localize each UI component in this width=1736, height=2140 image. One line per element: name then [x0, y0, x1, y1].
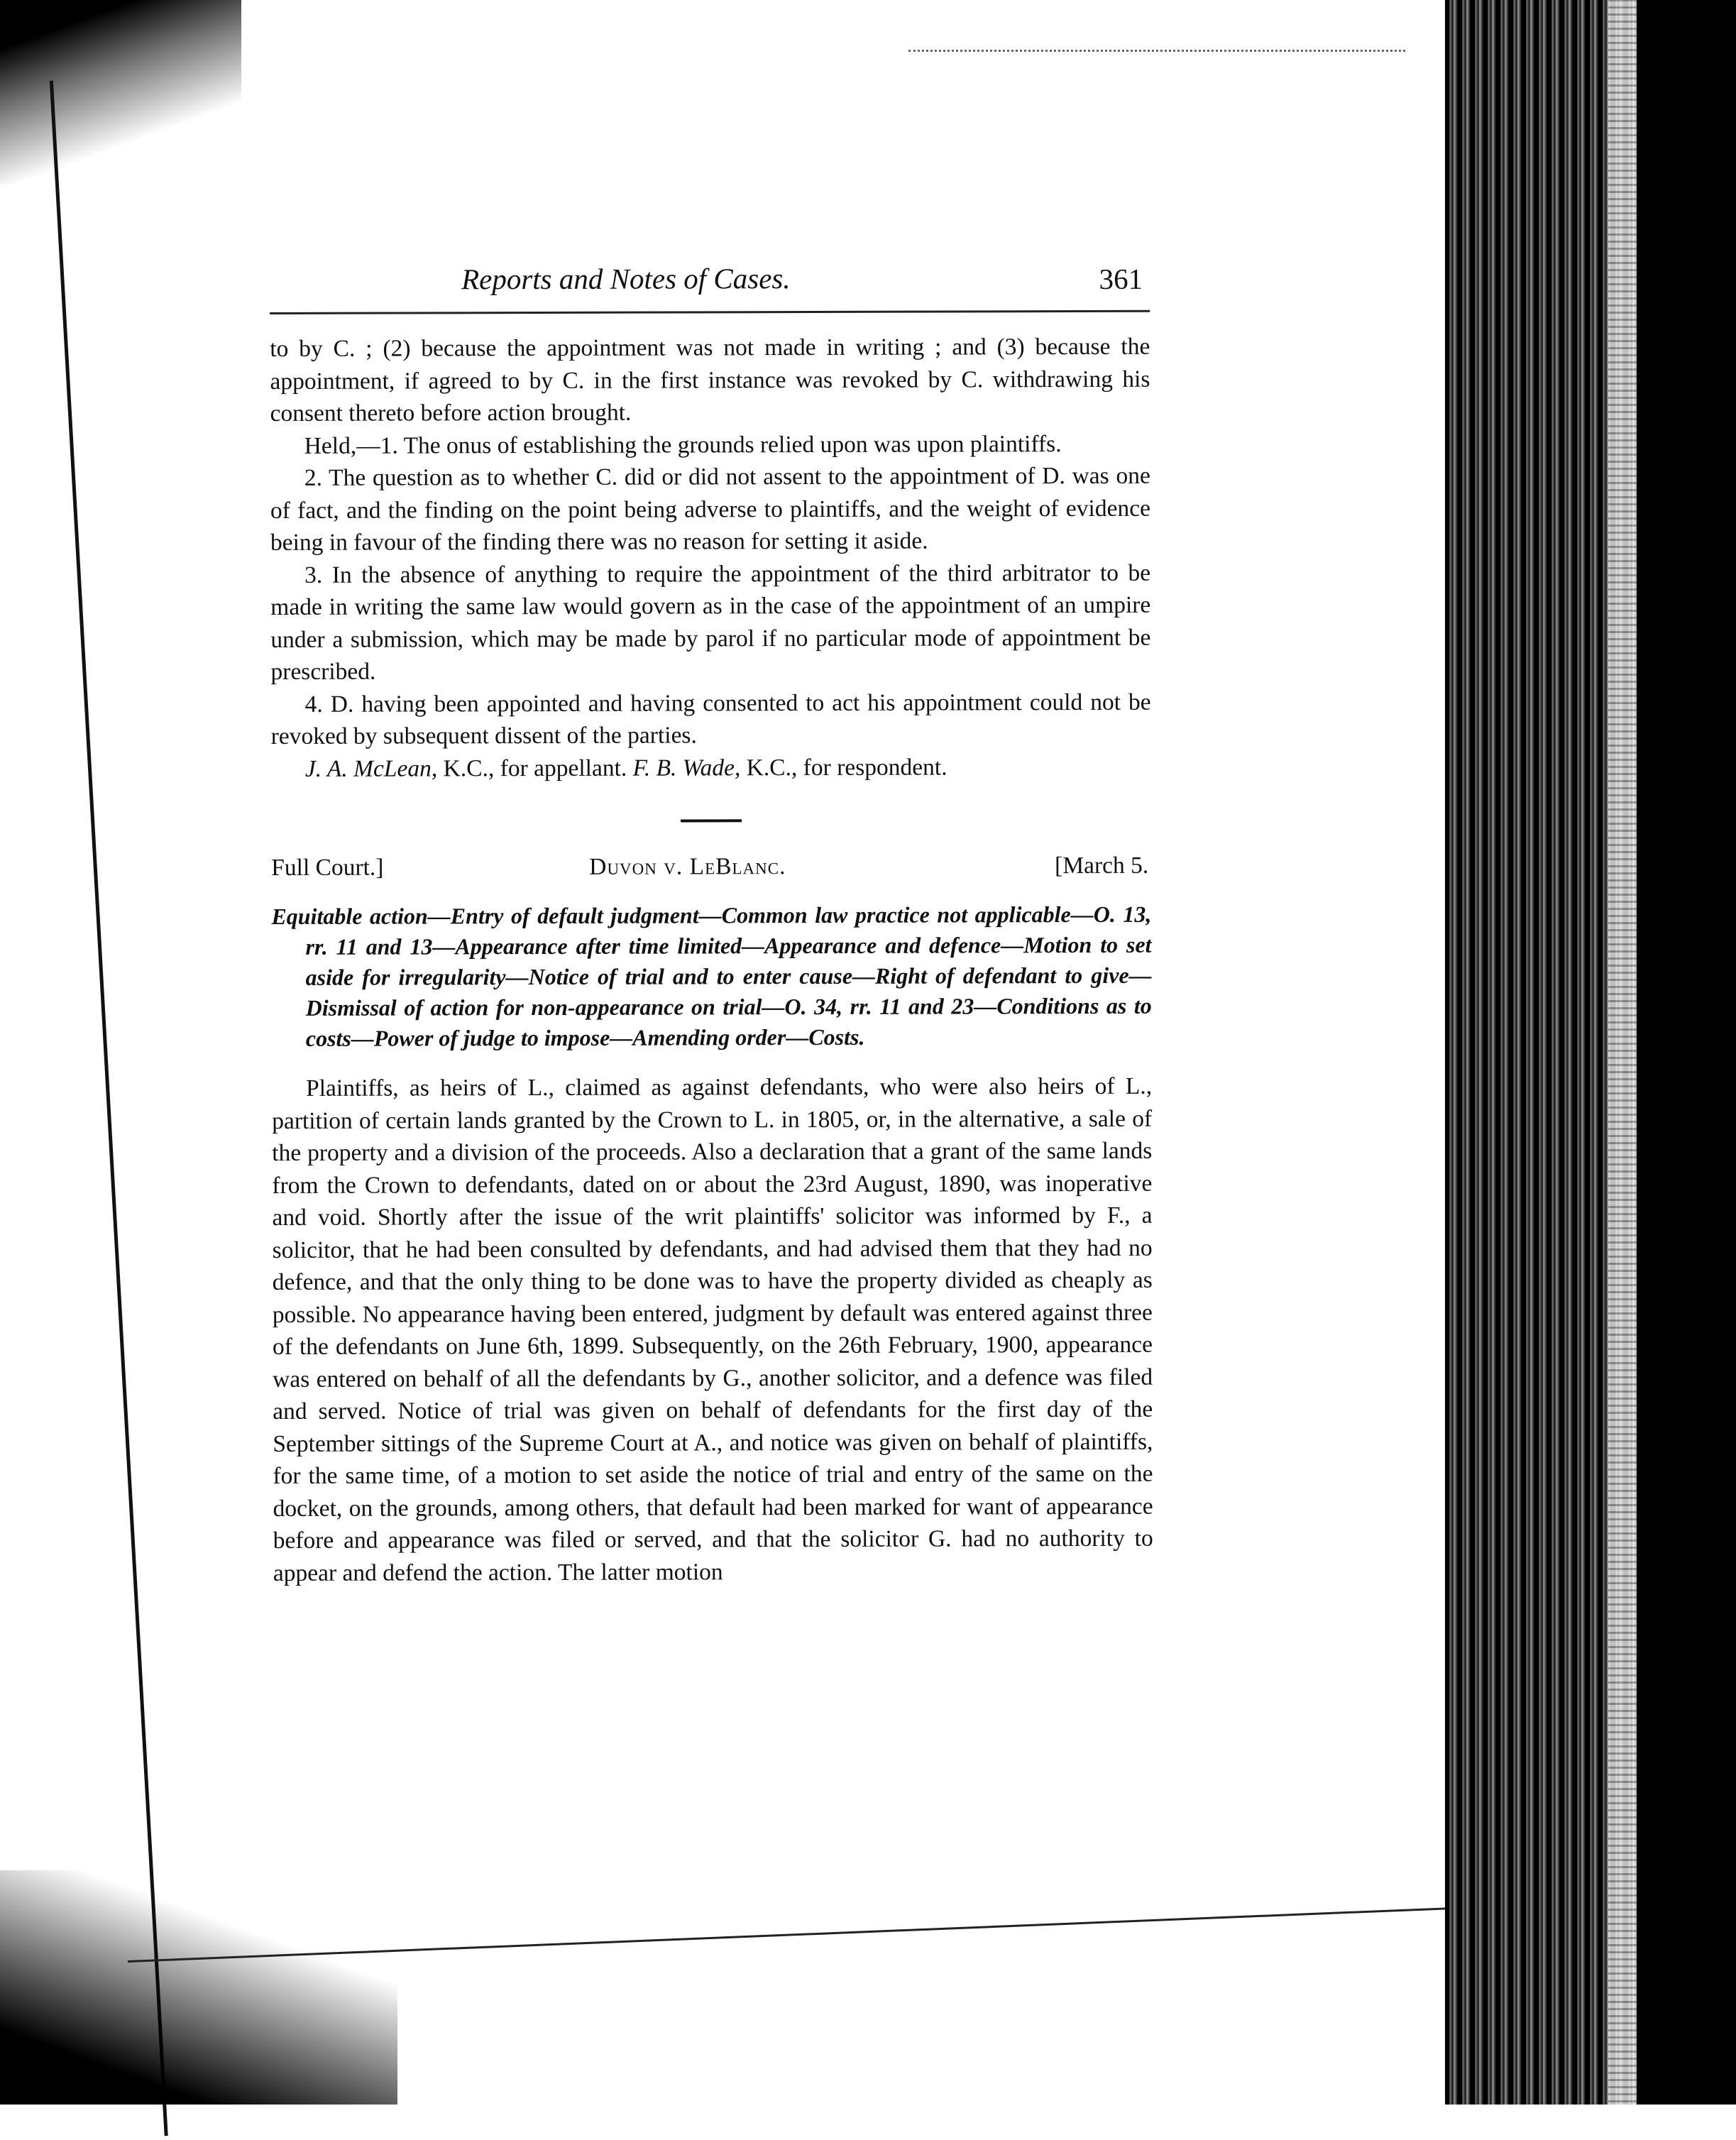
- previous-case-text: [270, 331, 1151, 785]
- paragraph: 4. D. having been appointed and having consented to act his appointment could not be revoked by subsequent dissent of the parties.: [270, 688, 1151, 750]
- case-court: Full Court.]: [271, 854, 384, 881]
- page-content: [270, 260, 1153, 1589]
- paragraph: 2. The question as to whether C. did or did not assent to the appointment of D. was one of fact, and the finding on the point being adverse to plaintiffs, and the weight of evidence being in favour of the finding there was no reason for setting it aside.: [270, 462, 1150, 556]
- case-name: Duvon v. LeBlanc.: [589, 853, 786, 880]
- paragraph: Held,—1. The onus of establishing the grounds relied upon was upon plaintiffs.: [304, 430, 1062, 459]
- case-header: [271, 852, 1151, 889]
- case-headnote: Equitable action—Entry of default judgment—Common law practice not applicable—O. 13, rr. 11 and 13—Appearance after time limited—Appearance and defence—Motion to set aside for irregularity—Notice of trial and to enter cause—Right of defendant to give—Dismissal of action for non-appearance on trial—O. 34, rr. 11 and 23—Conditions as to costs—Power of judge to impose—Amending order—Costs.: [271, 901, 1152, 1051]
- scan-top-noise: [908, 50, 1405, 55]
- scan-edge-bottom-left: [0, 1870, 397, 2105]
- respondent-role: K.C., for respondent.: [740, 754, 947, 781]
- counsel-line: [271, 750, 1151, 785]
- scan-edge-left-line: [0, 81, 168, 2140]
- paragraph: 3. In the absence of anything to require the appointment of the third arbitrator to be made in writing the same law would govern as in the case of the appointment of an umpire under a submission, which may be made by parol if no particular mode of appointment be prescribed.: [270, 559, 1151, 685]
- case-facts: [272, 1070, 1153, 1589]
- respondent-counsel: F. B. Wade,: [632, 754, 741, 781]
- running-title: Reports and Notes of Cases.: [461, 262, 791, 296]
- running-head: [270, 260, 1150, 314]
- paragraph: Plaintiffs, as heirs of L., claimed as against defendants, who were also heirs of L., partition of certain lands granted by the Crown to L. in 1805, or, in the alternative, a sale of the property and a division of the proceeds. Also a declaration that a grant of the same lands from the Crown to defendants, dated on or about the 23rd August, 1890, was inoperative and void. Shortly after the issue of the writ plaintiffs' solicitor was informed by F., a solicitor, that he had been consulted by defendants, and had advised them that they had no defence, and that the only thing to be done was to have the property divided as cheaply as possible. No appearance having been entered, judgment by default was entered against three of the defendants on June 6th, 1899. Subsequently, on the 26th February, 1900, appearance was entered on behalf of all the defendants by G., another solicitor, and a defence was filed and served. Notice of trial was given on behalf of defendants for the first day of the September sittings of the Supreme Court at A., and notice was given on behalf of plaintiffs, for the same time, of a motion to set aside the notice of trial and entry of the same on the docket, on the grounds, among others, that default had been marked for want of appearance before and appearance was filed or served, and that the solicitor G. had no authority to appear and defend the action. The latter motion: [272, 1072, 1153, 1586]
- appellant-role: K.C., for appellant.: [437, 755, 627, 781]
- page-number: 361: [1099, 262, 1143, 295]
- scan-black-border: [1637, 0, 1736, 2105]
- section-divider: [681, 819, 742, 822]
- appellant-counsel: J. A. McLean,: [304, 755, 438, 782]
- paragraph: to by C. ; (2) because the appointment was not made in writing ; and (3) because the appointment, if agreed to by C. in the first instance was revoked by C. withdrawing his consent thereto before action brought.: [270, 333, 1150, 427]
- case-date: [March 5.: [1055, 852, 1149, 879]
